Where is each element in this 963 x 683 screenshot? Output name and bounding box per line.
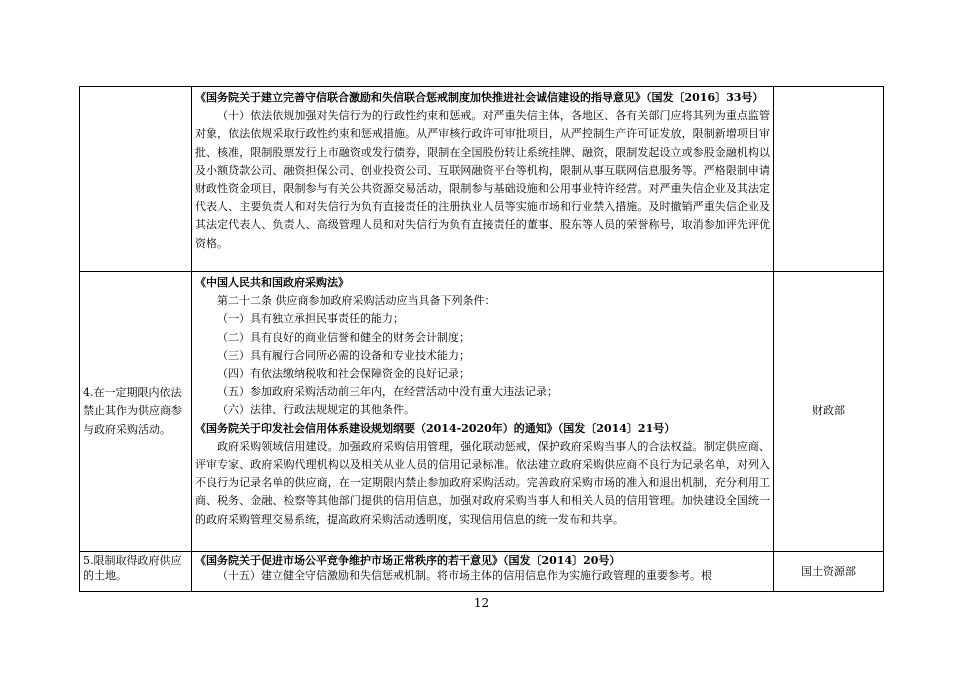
- table-row: [80, 272, 884, 552]
- department-cell: [774, 87, 884, 272]
- law-clause: 第二十二条 供应商参加政府采购活动应当具备下列条件：: [217, 294, 496, 308]
- table-row: [80, 87, 884, 272]
- law-title: 《国务院关于印发社会信用体系建设规划纲要（2014-2020年）的通知》（国发〔2014〕21号）: [195, 421, 676, 435]
- basis-cell: [192, 552, 774, 592]
- measure-cell: 5.限制取得政府供应的土地。: [80, 552, 192, 592]
- department-cell: 国土资源部: [774, 552, 884, 592]
- law-paragraph: （十五）建立健全守信激励和失信惩戒机制。将市场主体的信用信息作为实施行政管理的重要参考。根: [217, 569, 712, 582]
- law-paragraph: 政府采购领域信用建设。加强政府采购信用管理，强化联动惩戒，保护政府采购当事人的合法权益。制定供应商、评审专家、政府采购代理机构以及相关从业人员的信用记录标准。依法建立政府采购供应商不良行为记录名单，对列入不良行为记录名单的供应商，在一定期限内禁止参加政府采购活动。完善政府采购市场的准入和退出机制，充分利用工商、税务、金融、检察等其他部门提供的信用信息，加强对政府采购当事人和相关人员的信用管理。加快建设全国统一的政府采购管理交易系统，提高政府采购活动透明度，实现信用信息的统一发布和共享。: [195, 439, 770, 526]
- law-clause: （二）具有良好的商业信誉和健全的财务会计制度；: [217, 330, 470, 344]
- basis-cell: [192, 272, 774, 552]
- law-clause: （一）具有独立承担民事责任的能力；: [217, 312, 404, 326]
- department-cell: 财政部: [774, 272, 884, 552]
- table-row: [80, 552, 884, 592]
- law-paragraph: （十）依法依规加强对失信行为的行政性约束和惩戒。对严重失信主体，各地区、各有关部门应将其列为重点监管对象，依法依规采取行政性约束和惩戒措施。从严审核行政许可审批项目，从严控制生产许可证发放，限制新增项目审批、核准，限制股票发行上市融资或发行债券，限制在全国股份转让系统挂牌、融资，限制发起设立或参股金融机构以及小额贷款公司、融资担保公司、创业投资公司、互联网融资平台等机构，限制从事互联网信息服务等。严格限制申请财政性资金项目，限制参与有关公共资源交易活动，限制参与基础设施和公用事业特许经营。对严重失信企业及其法定代表人、主要负责人和对失信行为负有直接责任的注册执业人员等实施市场和行业禁入措施。及时撤销严重失信企业及其法定代表人、负责人、高级管理人员和对失信行为负有直接责任的董事、股东等人员的荣誉称号，取消参加评先评优资格。: [195, 109, 770, 250]
- law-clause: （六）法律、行政法规规定的其他条件。: [217, 403, 415, 417]
- measure-cell: 4.在一定期限内依法禁止其作为供应商参与政府采购活动。: [80, 272, 192, 552]
- measure-cell: [80, 87, 192, 272]
- basis-cell: [192, 87, 774, 272]
- law-title: 《国务院关于促进市场公平竞争维护市场正常秩序的若干意见》（国发〔2014〕20号）: [195, 554, 621, 567]
- page-number: 12: [473, 596, 490, 610]
- law-title: 《中国人民共和国政府采购法》: [195, 276, 349, 289]
- law-clause: （三）具有履行合同所必需的设备和专业技术能力；: [217, 348, 470, 362]
- policy-table: [79, 86, 884, 592]
- law-title: 《国务院关于建立完善守信联合激励和失信联合惩戒制度加快推进社会诚信建设的指导意见》（国发〔2016〕33号）: [195, 91, 764, 104]
- law-clause: （四）有依法缴纳税收和社会保障资金的良好记录；: [217, 367, 470, 381]
- law-clause: （五）参加政府采购活动前三年内，在经营活动中没有重大违法记录；: [217, 385, 558, 399]
